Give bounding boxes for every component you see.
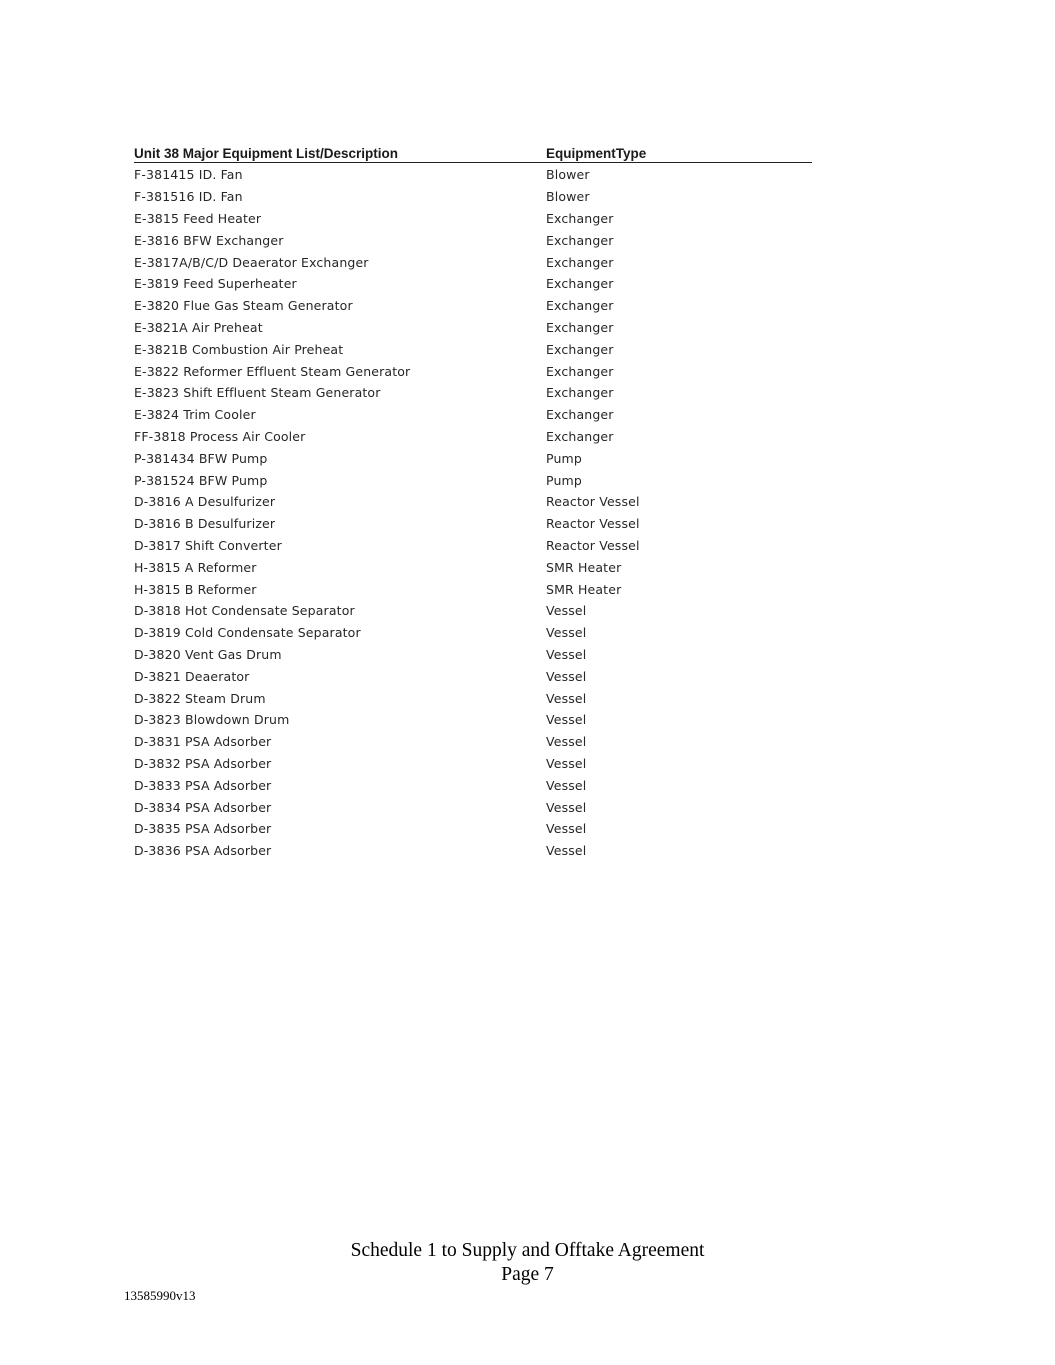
- equipment-type: Vessel: [546, 625, 587, 641]
- equipment-description: P-381524 BFW Pump: [134, 472, 268, 488]
- header-description: Unit 38 Major Equipment List/Description: [134, 146, 399, 161]
- equipment-type: Vessel: [546, 646, 587, 662]
- equipment-type: Exchanger: [546, 254, 614, 270]
- equipment-type: SMR Heater: [546, 581, 622, 597]
- table-header: [134, 142, 812, 163]
- equipment-description: H-3815 A Reformer: [134, 559, 257, 575]
- equipment-description: D-3816 A Desulfurizer: [134, 494, 276, 510]
- equipment-type: Exchanger: [546, 341, 614, 357]
- equipment-type: Vessel: [546, 799, 587, 815]
- equipment-type: Vessel: [546, 603, 587, 619]
- equipment-type: Reactor Vessel: [546, 516, 640, 532]
- equipment-type: Pump: [546, 450, 582, 466]
- header-equipment-type: EquipmentType: [546, 146, 647, 161]
- table-row: [134, 360, 812, 382]
- equipment-type: Vessel: [546, 821, 587, 837]
- equipment-type: Vessel: [546, 668, 587, 684]
- equipment-description: D-3821 Deaerator: [134, 668, 250, 684]
- equipment-description: D-3817 Shift Converter: [134, 537, 282, 553]
- equipment-description: D-3822 Steam Drum: [134, 690, 266, 706]
- equipment-description: E-3821A Air Preheat: [134, 319, 263, 335]
- table-row: [134, 164, 812, 186]
- equipment-type: Exchanger: [546, 232, 614, 248]
- table-row: [134, 382, 812, 404]
- table-row: [134, 404, 812, 426]
- table-row: [134, 447, 812, 469]
- table-row: [134, 731, 812, 753]
- equipment-type: Exchanger: [546, 298, 614, 314]
- table-row: [134, 600, 812, 622]
- equipment-type: Blower: [546, 189, 590, 205]
- equipment-description: FF-3818 Process Air Cooler: [134, 428, 306, 444]
- equipment-description: D-3819 Cold Condensate Separator: [134, 625, 361, 641]
- equipment-description: D-3835 PSA Adsorber: [134, 821, 272, 837]
- equipment-table: [134, 142, 812, 862]
- equipment-type: Exchanger: [546, 319, 614, 335]
- table-row: [134, 535, 812, 557]
- equipment-type: Vessel: [546, 755, 587, 771]
- equipment-type: Exchanger: [546, 210, 614, 226]
- equipment-description: E-3819 Feed Superheater: [134, 276, 297, 292]
- equipment-type: Vessel: [546, 734, 587, 750]
- table-row: [134, 469, 812, 491]
- equipment-description: F-381516 ID. Fan: [134, 189, 243, 205]
- equipment-description: D-3832 PSA Adsorber: [134, 755, 272, 771]
- equipment-description: D-3818 Hot Condensate Separator: [134, 603, 355, 619]
- equipment-type: Vessel: [546, 712, 587, 728]
- equipment-type: Vessel: [546, 690, 587, 706]
- equipment-description: D-3820 Vent Gas Drum: [134, 646, 282, 662]
- table-row: [134, 665, 812, 687]
- equipment-type: Reactor Vessel: [546, 494, 640, 510]
- equipment-description: F-381415 ID. Fan: [134, 167, 243, 183]
- table-row: [134, 556, 812, 578]
- table-body: [134, 164, 812, 862]
- table-row: [134, 687, 812, 709]
- equipment-description: E-3824 Trim Cooler: [134, 407, 256, 423]
- table-row: [134, 818, 812, 840]
- equipment-description: D-3816 B Desulfurizer: [134, 516, 276, 532]
- equipment-description: E-3815 Feed Heater: [134, 210, 262, 226]
- table-row: [134, 622, 812, 644]
- equipment-description: E-3820 Flue Gas Steam Generator: [134, 298, 353, 314]
- table-row: [134, 186, 812, 208]
- table-row: [134, 491, 812, 513]
- table-row: [134, 796, 812, 818]
- equipment-description: E-3822 Reformer Effluent Steam Generator: [134, 363, 411, 379]
- table-row: [134, 774, 812, 796]
- table-row: [134, 338, 812, 360]
- equipment-type: Exchanger: [546, 276, 614, 292]
- equipment-type: SMR Heater: [546, 559, 622, 575]
- equipment-description: D-3833 PSA Adsorber: [134, 777, 272, 793]
- equipment-type: Reactor Vessel: [546, 537, 640, 553]
- footer-title: Schedule 1 to Supply and Offtake Agreement: [350, 1240, 705, 1261]
- equipment-type: Vessel: [546, 843, 587, 859]
- equipment-description: D-3831 PSA Adsorber: [134, 734, 272, 750]
- equipment-type: Exchanger: [546, 385, 614, 401]
- equipment-description: P-381434 BFW Pump: [134, 450, 268, 466]
- equipment-description: E-3817A/B/C/D Deaerator Exchanger: [134, 254, 369, 270]
- equipment-description: E-3823 Shift Effluent Steam Generator: [134, 385, 381, 401]
- table-row: [134, 229, 812, 251]
- table-row: [134, 753, 812, 775]
- table-row: [134, 426, 812, 448]
- table-row: [134, 578, 812, 600]
- document-id: 13585990v13: [124, 1288, 196, 1303]
- table-row: [134, 840, 812, 862]
- equipment-description: E-3821B Combustion Air Preheat: [134, 341, 344, 357]
- equipment-description: E-3816 BFW Exchanger: [134, 232, 284, 248]
- table-row: [134, 644, 812, 666]
- equipment-type: Exchanger: [546, 428, 614, 444]
- table-row: [134, 709, 812, 731]
- table-row: [134, 317, 812, 339]
- equipment-description: D-3823 Blowdown Drum: [134, 712, 290, 728]
- equipment-type: Vessel: [546, 777, 587, 793]
- table-row: [134, 513, 812, 535]
- equipment-description: D-3834 PSA Adsorber: [134, 799, 272, 815]
- table-row: [134, 295, 812, 317]
- equipment-type: Pump: [546, 472, 582, 488]
- equipment-type: Blower: [546, 167, 590, 183]
- equipment-type: Exchanger: [546, 363, 614, 379]
- table-row: [134, 273, 812, 295]
- equipment-description: H-3815 B Reformer: [134, 581, 257, 597]
- equipment-type: Exchanger: [546, 407, 614, 423]
- table-row: [134, 208, 812, 230]
- equipment-description: D-3836 PSA Adsorber: [134, 843, 272, 859]
- page-number: Page 7: [501, 1264, 554, 1285]
- table-row: [134, 251, 812, 273]
